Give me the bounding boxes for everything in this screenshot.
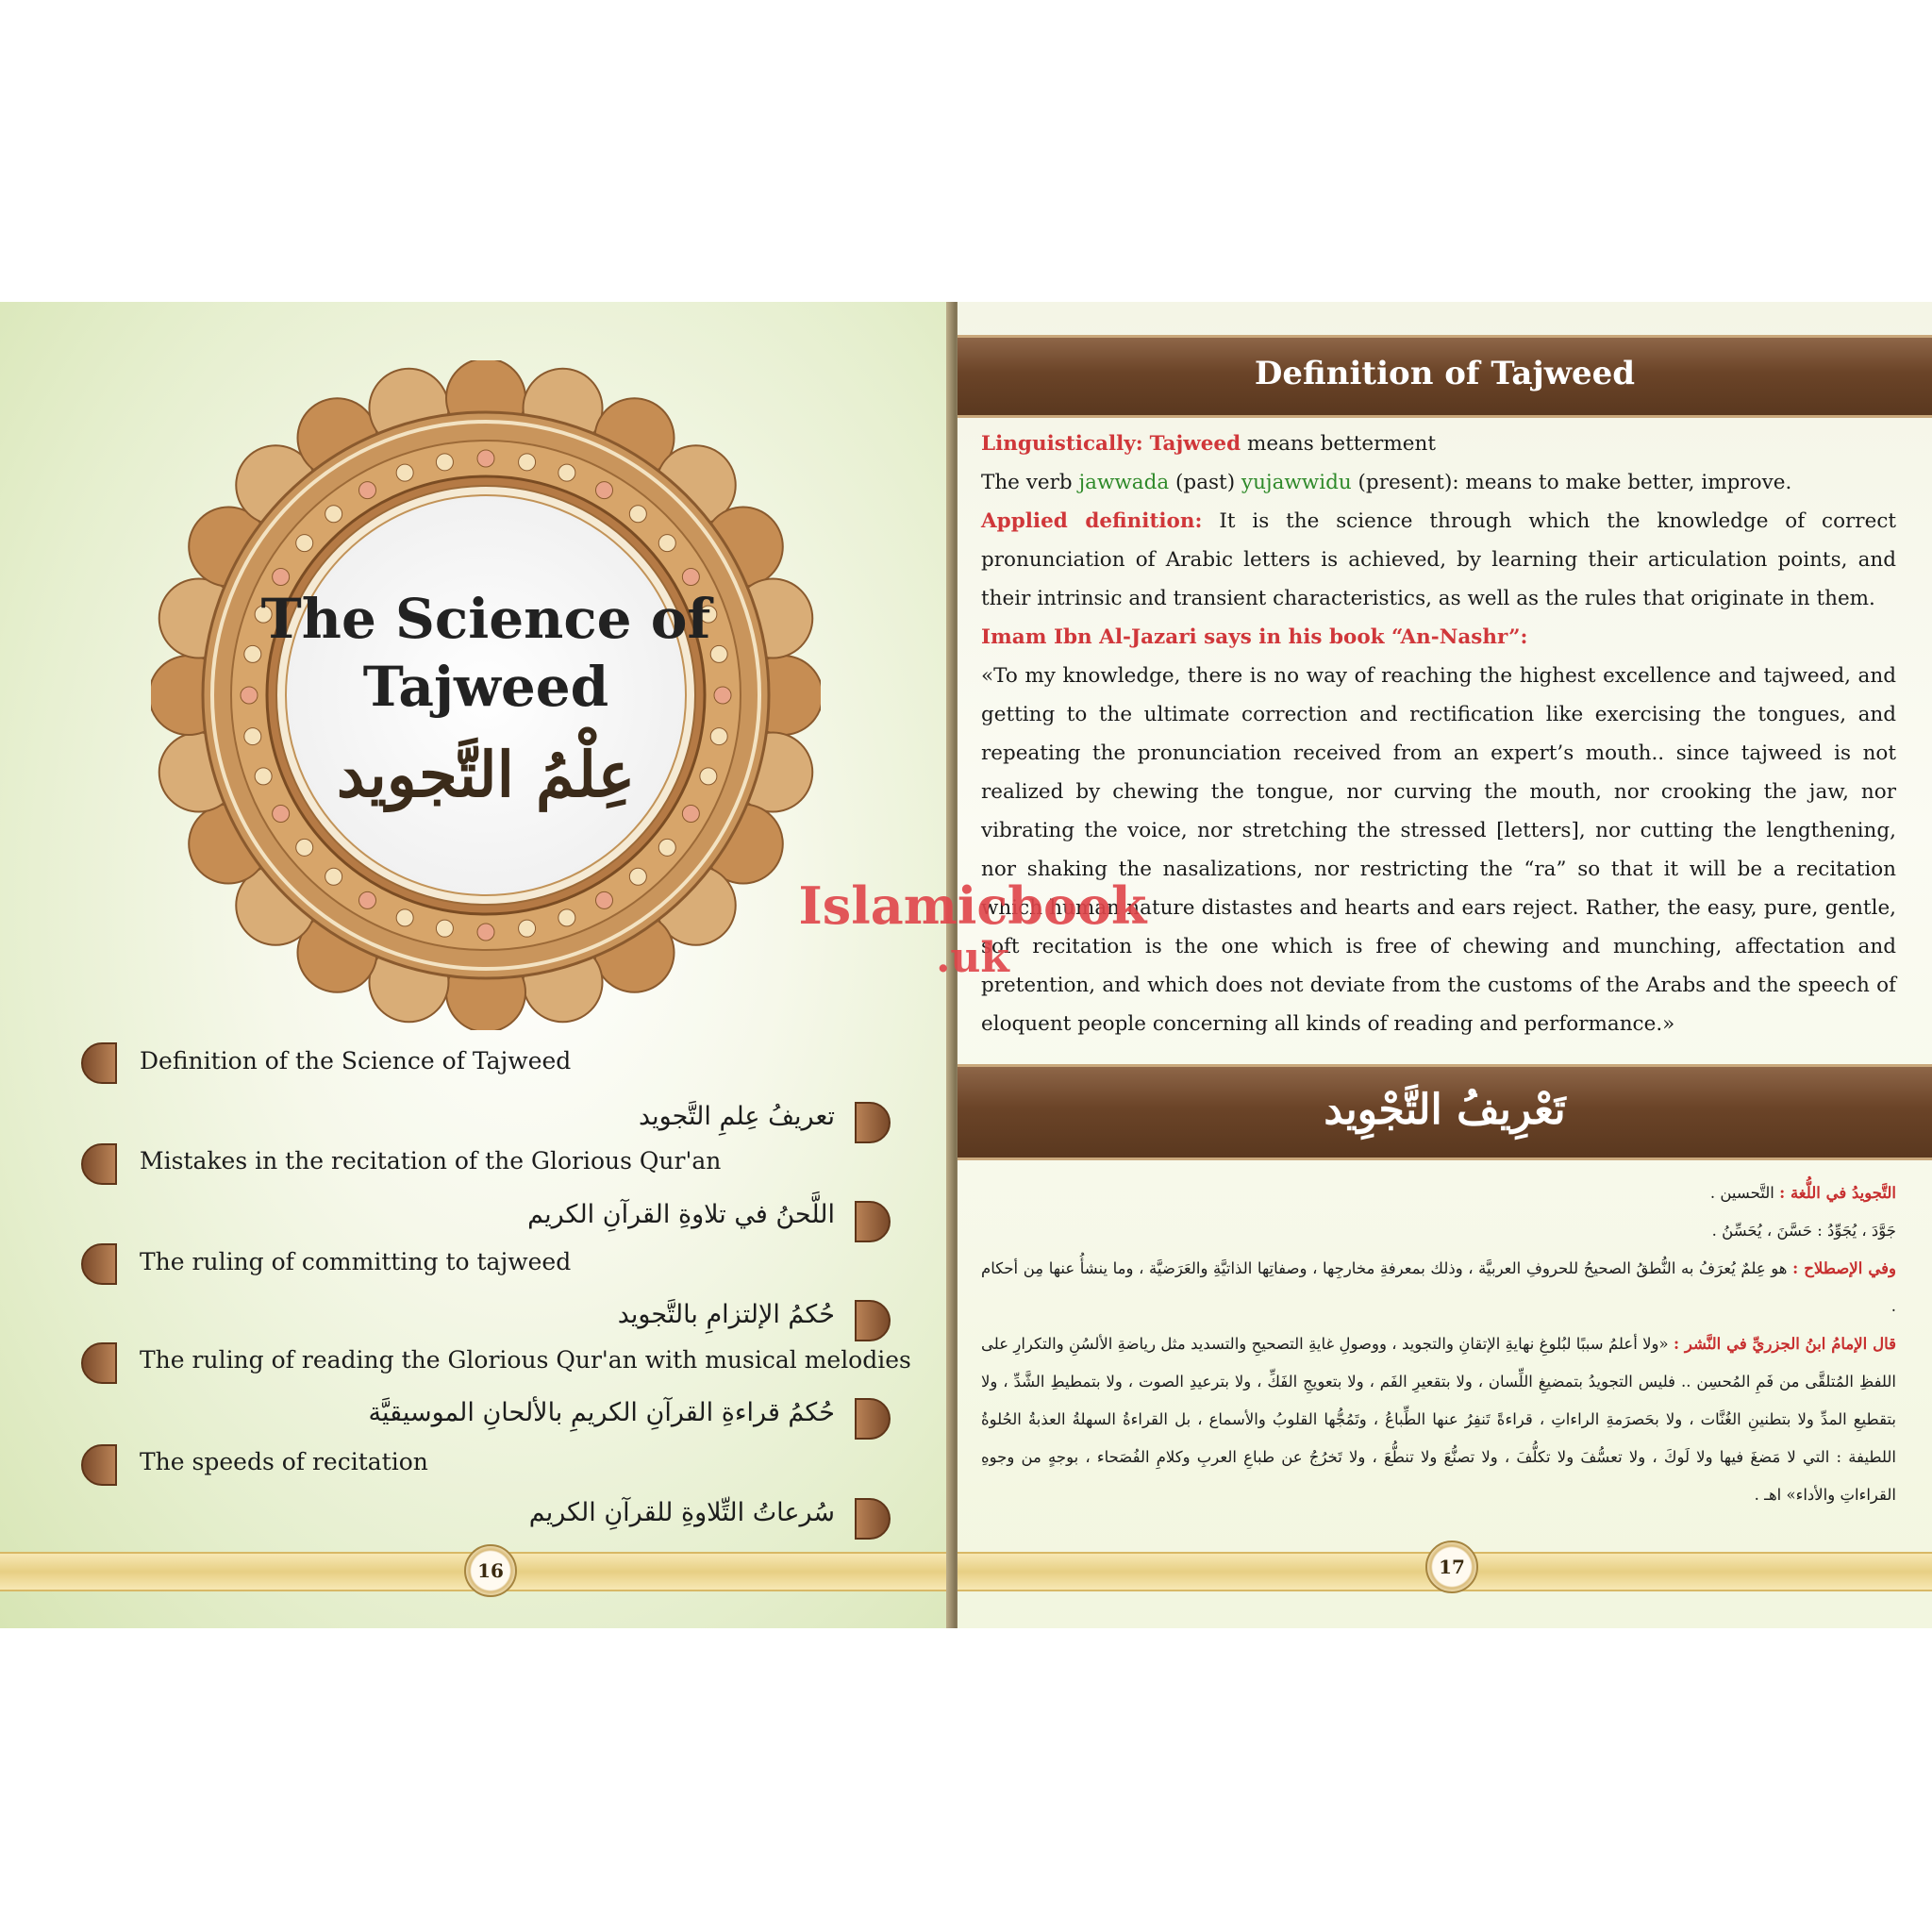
bullet-icon [855,1498,891,1540]
toc-item-en[interactable]: Definition of the Science of Tajweed [140,1047,572,1074]
bullet-icon [855,1201,891,1242]
bullet-icon [81,1342,117,1384]
section-title: Definition of Tajweed [1254,355,1636,392]
arabic-label: وفي الإصطلاح : [1792,1259,1896,1277]
arabic-section-title: تَعْرِيفُ التَّجْوِيد [1324,1086,1566,1134]
bullet-icon [855,1102,891,1143]
watermark-line1: Islamicbook [798,875,1147,936]
applied-definition [981,502,1896,618]
page-number: 17 [1425,1541,1478,1593]
label-applied-definition: Applied definition: [981,509,1203,533]
text-span: «ولا أعلمُ سببًا لبُلوغِ نهايةِ الإتقانِ والتجويد ، ووصولِ غايةِ التصحيحِ والتسديد مثل رياضةِ الألسُنِ والتكرارِ على اللفظِ المُتلقَّى من فَمِ المُحسِن .. فليس التجويدُ بتمضيغِ اللِّسان ، ولا بتقعيرِ الفَم ، ولا بتعويجِ الفَكِّ ، ولا بترعيدِ الصوت ، ولا بتمطيطِ الشَّدِّ ، ولا بتقطيعِ المدِّ ولا بتطنينِ الغُنَّات ، ولا بحَصرَمةِ الراءاتِ ، قراءةً تَنفِرُ عنها الطِّباعُ ، وتَمُجُّها القلوبُ والأسماع ، بل القراءةُ السهلةُ العذبةُ الحُلوةُ اللطيفة : التي لا مَضغَ فيها ولا لَوكَ ، ولا تعسُّفَ ولا تكلُّفَ ، ولا تصنُّعَ ولا تنطُّعَ ، ولا تَخرُجُ عن طباعِ العربِ وكلامِ الفُصَحاء ، بوجهٍ من وجوهِ القراءاتِ والأداء» اهـ . [981,1335,1896,1504]
bullet-icon [81,1143,117,1185]
toc-item-ar[interactable]: حُكمُ الإلتزامِ بالتَّجويد [617,1300,835,1329]
arabic-body [981,1174,1896,1514]
watermark [798,875,1147,985]
toc-item-en[interactable]: The speeds of recitation [140,1448,428,1475]
text-span: The verb [981,471,1073,494]
book-spread [0,302,1932,1628]
page-title-arabic: عِلْمُ التَّجويد [336,738,636,811]
label-linguistically: Linguistically: [981,432,1143,456]
arabic-section-banner [958,1064,1932,1160]
quote-paragraph: «To my knowledge, there is no way of reaching the highest excellence and tajweed, and getting to the ultimate correction and rectification like exercising the tongues, and repeating the pronunciation received from an expert’s mouth.. since tajweed is not realized by chewing the tongue, nor curving the mouth, nor crooking the jaw, nor vibrating the voice, nor stretching the stressed [letters], nor cutting the lengthening, nor shaking the nasalizations, nor restricting the “ra” so that it will be a recitation which human nature distastes and hearts and ears reject. Rather, the easy, pure, gentle, soft recitation is the one which is free of chewing and munching, affectation and pretention, and which does not deviate from the customs of the Arabs and the speech of eloquent people concerning all kinds of reading and performance.» [981,664,1896,1036]
quote-intro [981,618,1896,657]
label-ibn-al-jazari: Imam Ibn Al-Jazari says in his book “An-Nashr”: [981,625,1528,649]
text-span: It is the science through which the knowledge of correct pronunciation of Arabic letters is achieved, by learning their articulation points, and their intrinsic and transient characteristics, as well as the rules that originate in them. [981,509,1896,610]
page-title: The Science of Tajweed [260,587,711,719]
toc-item-en[interactable]: The ruling of reading the Glorious Qur'an with musical melodies [140,1346,911,1374]
bullet-icon [855,1300,891,1341]
bullet-icon [81,1042,117,1084]
page-number: 16 [464,1544,517,1597]
arabic-label: قال الإمامُ ابنُ الجزريِّ في النَّشر : [1673,1335,1896,1353]
arabic-label: التَّجويدُ في اللُّغة : [1779,1184,1896,1202]
toc-item-en[interactable]: Mistakes in the recitation of the Glorious Qur'an [140,1147,722,1174]
text-span: means betterment [1247,432,1437,456]
bullet-icon [81,1444,117,1486]
toc-item-ar[interactable]: حُكمُ قراءةِ القرآنِ الكريمِ بالألحانِ الموسيقيَّة [368,1398,835,1427]
text-span: (present): means to make better, improve. [1357,471,1792,494]
arabic-applied [981,1250,1896,1325]
section-banner [958,335,1932,418]
verb-line [981,463,1896,502]
text-span: هو عِلمٌ يُعرَفُ به النُّطقُ الصحيحُ للحروفِ العربيَّة ، وذلك بمعرفةِ مخارجِها ، وصفاتِها الذاتيَّةِ والعَرَضيَّة ، وما ينشأُ عنها مِن أحكام . [981,1259,1896,1315]
bullet-icon [855,1398,891,1440]
text-span: (past) [1175,471,1236,494]
linguistic-definition [981,425,1896,463]
toc-item-ar[interactable]: تعريفُ عِلمِ التَّجويد [638,1102,835,1131]
term-jawwada: jawwada [1078,471,1170,494]
term-tajweed: Tajweed [1149,432,1241,456]
watermark-line2: .uk [936,934,1009,982]
toc-item-en[interactable]: The ruling of committing to tajweed [140,1248,572,1275]
toc-item-ar[interactable]: سُرعاتُ التِّلاوةِ للقرآنِ الكريم [528,1498,835,1527]
text-span: التَّحسين . [1709,1184,1774,1202]
term-yujawwidu: yujawwidu [1241,471,1352,494]
arabic-verb-line: جَوَّدَ ، يُجَوِّدُ : حَسَّنَ ، يُحَسِّنُ . [1711,1222,1896,1240]
bullet-icon [81,1243,117,1285]
arabic-linguistic [981,1174,1896,1212]
arabic-quote [981,1325,1896,1514]
toc-item-ar[interactable]: اللَّحنُ في تلاوةِ القرآنِ الكريم [527,1200,835,1229]
